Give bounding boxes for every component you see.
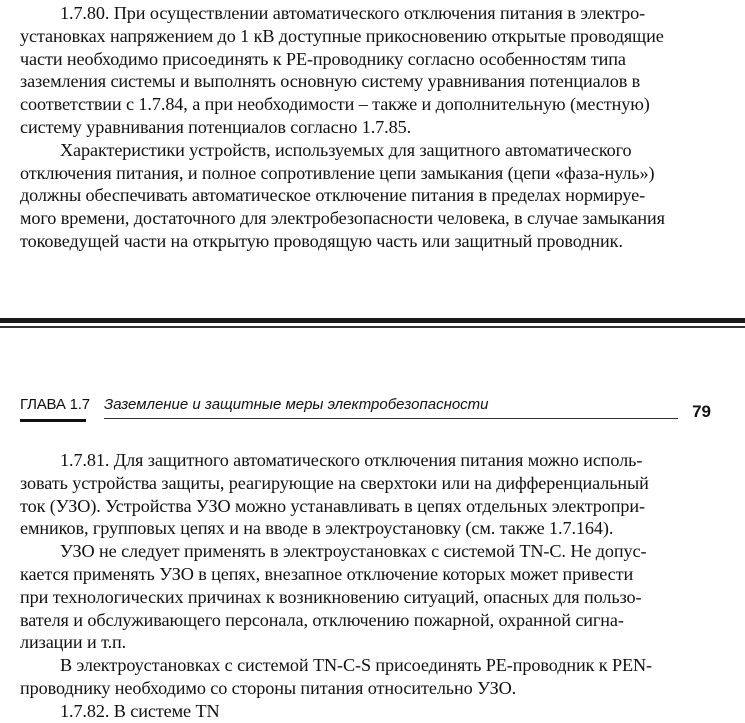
text-line: ток (УЗО). Устройства УЗО можно устанавливать в цепях отдельных электропри-	[20, 495, 645, 516]
text-line: вателя и обслуживающего персонала, отключению пожарной, охранной сигна-	[20, 609, 624, 630]
lower-page-text	[20, 449, 725, 723]
text-line: 1.7.80. При осуществлении автоматического отключения питания в электро-	[60, 3, 646, 23]
chapter-title: Заземление и защитные меры электробезопасности	[104, 396, 489, 413]
page-number: 79	[692, 402, 711, 421]
text-line: 1.7.82. В системе TN	[60, 700, 220, 721]
text-line: лизации и т.п.	[20, 632, 127, 653]
text-line: соответствии с 1.7.84, а при необходимости – также и дополнительную (местную)	[20, 94, 650, 115]
chapter-underline	[20, 419, 86, 422]
text-line: части необходимо присоединять к PE-проводнику согласно особенностям типа	[20, 48, 626, 69]
text-line: 1.7.81. Для защитного автоматического отключения питания можно исполь-	[60, 450, 643, 470]
text-line: отключения питания, и полное сопротивление цепи замыкания (цепи «фаза-нуль»)	[20, 162, 655, 183]
chapter-label: ГЛАВА 1.7	[20, 396, 90, 413]
page-break-thick-rule	[0, 318, 745, 323]
paragraph-1-7-80	[20, 2, 725, 139]
text-line: токоведущей части на открытую проводящую часть или защитный проводник.	[20, 230, 623, 251]
text-line: должны обеспечивать автоматическое отключение питания в пределах нормируе-	[20, 185, 646, 206]
text-line: Характеристики устройств, используемых для защитного автоматического	[60, 139, 632, 160]
text-line: при технологических причинах к возникновению ситуаций, опасных для пользо-	[20, 586, 642, 607]
paragraph-tn-c-s	[20, 654, 725, 700]
text-line: заземления системы и выполнять основную систему уравнивания потенциалов в	[20, 71, 641, 92]
paragraph-characteristics	[20, 139, 725, 253]
text-line: установках напряжением до 1 кВ доступные прикосновению открытые проводящие	[20, 25, 664, 46]
text-line: зовать устройства защиты, реагирующие на сверхтоки или на дифференциальный	[20, 472, 649, 493]
text-line: УЗО не следует применять в электроустановках с системой TN-C. Не допус-	[60, 541, 647, 562]
text-line: емников, групповых цепях и на вводе в электроустановку (см. также 1.7.164).	[20, 518, 614, 539]
text-line: систему уравнивания потенциалов согласно 1.7.85.	[20, 116, 412, 137]
running-head	[20, 396, 725, 424]
text-line: мого времени, достаточного для электробезопасности человека, в случае замыкания	[20, 208, 665, 229]
paragraph-1-7-81	[20, 449, 725, 540]
text-line: В электроустановках с системой TN-C-S присоединять PE-проводник к PEN-	[60, 655, 653, 676]
upper-page-text	[20, 2, 725, 253]
text-line: кается применять УЗО в цепях, внезапное отключение которых может привести	[20, 563, 634, 584]
text-line: проводнику необходимо со стороны питания относительно УЗО.	[20, 677, 517, 698]
page-break-thin-rule	[0, 326, 745, 328]
paragraph-uzo	[20, 540, 725, 654]
paragraph-1-7-82-fragment	[20, 700, 725, 723]
chapter-title-rule	[104, 418, 678, 419]
